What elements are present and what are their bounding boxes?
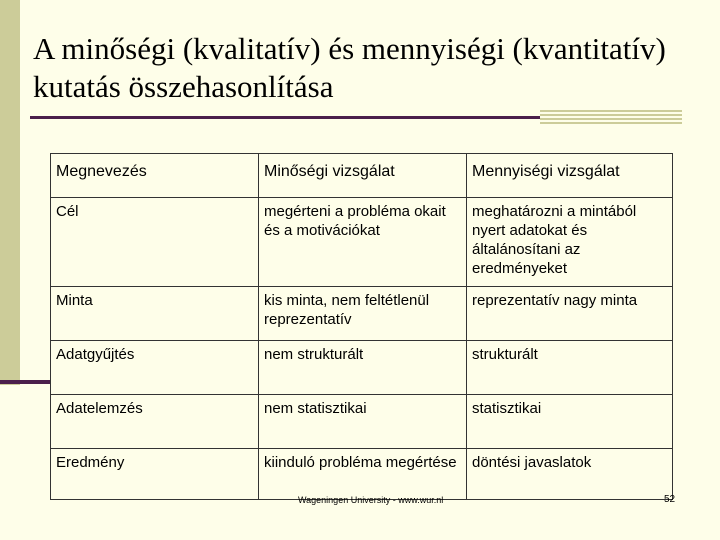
slide-footer: Wageningen University - www.wur.nl bbox=[298, 495, 444, 505]
slide-title: A minőségi (kvalitatív) és mennyiségi (kvantitatív) kutatás összehasonlítása bbox=[33, 31, 666, 104]
quantitative-cell: meghatározni a mintából nyert adatokat és általánosítani az eredményeket bbox=[467, 198, 673, 287]
quantitative-cell: döntési javaslatok bbox=[467, 449, 673, 500]
table-row bbox=[51, 449, 673, 500]
left-accent-underline bbox=[0, 380, 50, 384]
row-label: Adatelemzés bbox=[51, 395, 259, 449]
table-row bbox=[51, 341, 673, 395]
left-accent-bar bbox=[0, 0, 20, 385]
title-stripe-decoration bbox=[540, 110, 682, 126]
table-header-row bbox=[51, 154, 673, 198]
qualitative-cell: kis minta, nem feltétlenül reprezentatív bbox=[259, 287, 467, 341]
row-label: Eredmény bbox=[51, 449, 259, 500]
row-label: Minta bbox=[51, 287, 259, 341]
quantitative-cell: strukturált bbox=[467, 341, 673, 395]
table-row bbox=[51, 198, 673, 287]
page-number: 52 bbox=[664, 494, 676, 505]
qualitative-cell: nem strukturált bbox=[259, 341, 467, 395]
comparison-table bbox=[50, 153, 673, 500]
quantitative-cell: reprezentatív nagy minta bbox=[467, 287, 673, 341]
header-mennyisegi: Mennyiségi vizsgálat bbox=[467, 154, 673, 198]
row-label: Adatgyűjtés bbox=[51, 341, 259, 395]
header-minosegi: Minőségi vizsgálat bbox=[259, 154, 467, 198]
table-row bbox=[51, 395, 673, 449]
quantitative-cell: statisztikai bbox=[467, 395, 673, 449]
row-label: Cél bbox=[51, 198, 259, 287]
header-megnevezes: Megnevezés bbox=[51, 154, 259, 198]
qualitative-cell: nem statisztikai bbox=[259, 395, 467, 449]
qualitative-cell: kiinduló probléma megértése bbox=[259, 449, 467, 500]
title-rule bbox=[30, 116, 540, 119]
qualitative-cell: megérteni a probléma okait és a motivációkat bbox=[259, 198, 467, 287]
table-row bbox=[51, 287, 673, 341]
